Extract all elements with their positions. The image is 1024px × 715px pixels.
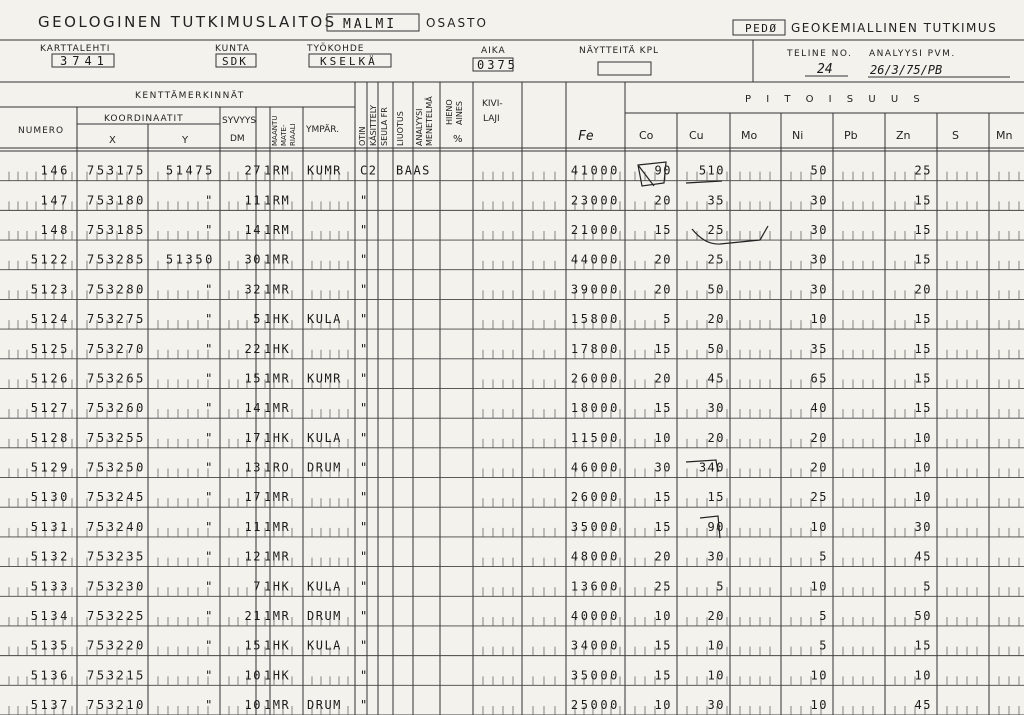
cell-zn: 45 — [914, 549, 932, 564]
cell-ni: 5 — [819, 638, 828, 653]
cell-co: 20 — [654, 252, 672, 267]
cell-y: " — [205, 638, 215, 653]
rack-value: 24 — [817, 62, 833, 77]
table-row — [31, 342, 932, 356]
cell-zn: 45 — [914, 698, 932, 712]
cell-x: 753280 — [87, 282, 146, 297]
cell-fe: 11500 — [570, 430, 620, 445]
cell-ni: 20 — [810, 460, 828, 475]
cell-zn: 15 — [914, 341, 932, 356]
cell-co: 20 — [654, 371, 672, 386]
cell-depth: 10 — [244, 698, 262, 712]
cell-co: 25 — [654, 579, 672, 594]
cell-number: 5126 — [30, 371, 70, 386]
cell-sampler: " — [360, 341, 369, 356]
table-row — [41, 193, 932, 207]
cell-depth: 13 — [244, 460, 262, 475]
municipality-label: KUNTA — [215, 44, 250, 54]
cell-sampler: " — [360, 638, 369, 653]
cell-soil: 1RO — [264, 460, 291, 475]
cell-soil: 1MR — [264, 549, 291, 564]
cell-cu: 20 — [707, 608, 725, 623]
cell-ni: 20 — [810, 430, 828, 445]
cell-sampler: " — [360, 549, 369, 564]
cell-note: BAAS — [396, 163, 431, 178]
cell-fe: 18000 — [570, 401, 620, 416]
cell-ni: 10 — [810, 579, 828, 594]
cell-ni: 65 — [810, 371, 828, 386]
cell-x: 753270 — [87, 341, 146, 356]
cell-ni: 40 — [810, 401, 828, 416]
cell-soil: 1RM — [264, 223, 291, 238]
cell-cu: 20 — [707, 430, 725, 445]
table-row — [31, 312, 932, 326]
cell-number: 5128 — [30, 430, 70, 445]
cell-ni: 10 — [810, 668, 828, 683]
cell-zn: 15 — [914, 371, 932, 386]
form-header — [38, 13, 997, 35]
cell-x: 753220 — [87, 638, 146, 653]
method-header-1: ANALYYSI — [415, 108, 424, 146]
cell-ni: 5 — [819, 549, 828, 564]
cell-soil: 1MR — [264, 698, 291, 712]
cell-cu: 5 — [716, 579, 725, 594]
map-sheet-label: KARTTALEHTI — [40, 44, 111, 54]
cell-sampler: " — [360, 401, 369, 416]
rack-label: TELINE NO. — [787, 49, 853, 59]
cell-fe: 26000 — [570, 490, 620, 505]
cell-co: 90 — [654, 163, 672, 178]
time-label: AIKA — [481, 46, 506, 56]
rock-header-1: KIVI- — [482, 99, 503, 109]
cell-y: " — [205, 371, 215, 386]
cell-depth: 15 — [244, 638, 262, 653]
municipality-value: SDK — [222, 55, 248, 68]
cell-fe: 21000 — [570, 223, 620, 238]
cell-number: 5132 — [30, 549, 70, 564]
cell-surroundings: KULA — [307, 579, 342, 594]
cell-zn: 5 — [923, 579, 932, 594]
contents-header: P I T O I S U U S — [745, 94, 926, 105]
cell-depth: 32 — [244, 282, 262, 297]
cell-co: 30 — [654, 460, 672, 475]
cell-y: " — [205, 193, 215, 208]
cell-y: " — [205, 282, 215, 297]
element-mn: Mn — [996, 129, 1013, 142]
fine-unit-header: % — [453, 134, 463, 145]
institute-title: GEOLOGINEN TUTKIMUSLAITOS — [38, 13, 337, 31]
fine-header-1: HIENO — [445, 99, 454, 125]
cell-cu: 90 — [707, 519, 725, 534]
cell-co: 15 — [654, 401, 672, 416]
cell-surroundings: DRUM — [307, 698, 342, 712]
worksite-value: KSELKÄ — [320, 55, 378, 68]
table-row — [31, 282, 932, 296]
cell-cu: 50 — [707, 341, 725, 356]
cell-number: 5130 — [30, 490, 70, 505]
table-row — [31, 579, 932, 593]
cell-fe: 35000 — [570, 668, 620, 683]
cell-fe: 34000 — [570, 638, 620, 653]
cell-surroundings: KUMR — [307, 163, 342, 178]
cell-depth: 27 — [244, 163, 262, 178]
table-row — [31, 461, 932, 475]
cell-cu: 25 — [707, 223, 725, 238]
data-rows — [31, 164, 932, 712]
soil-header-3: RIAALI — [289, 123, 297, 146]
cell-co: 20 — [654, 193, 672, 208]
cell-co: 15 — [654, 223, 672, 238]
cell-soil: 1MR — [264, 608, 291, 623]
cell-zn: 15 — [914, 252, 932, 267]
soil-header-2: MATE- — [280, 124, 288, 146]
cell-y: " — [205, 460, 215, 475]
cell-zn: 10 — [914, 460, 932, 475]
table-row — [31, 550, 932, 564]
cell-depth: 11 — [244, 193, 262, 208]
cell-depth: 17 — [244, 430, 262, 445]
soil-header-1: MAANTU — [271, 115, 279, 146]
cell-soil: 1RM — [264, 163, 291, 178]
cell-surroundings: DRUM — [307, 460, 342, 475]
cell-x: 753235 — [87, 549, 146, 564]
table-row — [31, 401, 932, 415]
cell-y: 51350 — [165, 252, 215, 267]
cell-depth: 14 — [244, 401, 262, 416]
cell-fe: 13600 — [570, 579, 620, 594]
table-row — [31, 431, 932, 445]
cell-fe: 17800 — [570, 341, 620, 356]
cell-co: 15 — [654, 668, 672, 683]
cell-ni: 50 — [810, 163, 828, 178]
cell-x: 753180 — [87, 193, 146, 208]
field-marks-header: KENTTÄMERKINNÄT — [135, 91, 245, 101]
cell-ni: 30 — [810, 193, 828, 208]
depth-header: SYVYYS — [222, 116, 257, 126]
cell-depth: 30 — [244, 252, 262, 267]
cell-x: 753225 — [87, 608, 146, 623]
cell-sampler: " — [360, 430, 369, 445]
cell-number: 148 — [40, 223, 70, 238]
table-row — [41, 164, 932, 178]
cell-co: 5 — [663, 312, 672, 327]
processing-header: KÄSITTELY — [369, 105, 378, 146]
cell-x: 753285 — [87, 252, 146, 267]
cell-depth: 21 — [244, 608, 262, 623]
cell-surroundings: KULA — [307, 430, 342, 445]
cell-y: " — [205, 341, 215, 356]
element-pb: Pb — [844, 129, 858, 142]
cell-number: 5123 — [30, 282, 70, 297]
table-row — [41, 223, 932, 237]
cell-zn: 25 — [914, 163, 932, 178]
cell-surroundings: DRUM — [307, 608, 342, 623]
cell-y: " — [205, 698, 215, 712]
cell-number: 146 — [40, 163, 70, 178]
element-co: Co — [639, 129, 654, 142]
cell-number: 5125 — [30, 341, 70, 356]
cell-cu: 30 — [707, 698, 725, 712]
cell-co: 20 — [654, 282, 672, 297]
cell-ni: 10 — [810, 519, 828, 534]
cu-underline-mark — [686, 181, 722, 183]
cell-cu: 10 — [707, 638, 725, 653]
table-row — [31, 490, 932, 504]
department-label: OSASTO — [426, 16, 488, 30]
cell-y: " — [205, 668, 215, 683]
cell-number: 5131 — [30, 519, 70, 534]
cell-soil: 1MR — [264, 519, 291, 534]
cell-y: " — [205, 490, 215, 505]
cell-soil: 1RM — [264, 193, 291, 208]
cell-fe: 15800 — [570, 312, 620, 327]
number-header: NUMERO — [18, 126, 65, 136]
cell-co: 15 — [654, 341, 672, 356]
cell-zn: 10 — [914, 668, 932, 683]
cell-zn: 10 — [914, 490, 932, 505]
cell-soil: 1MR — [264, 490, 291, 505]
cell-x: 753240 — [87, 519, 146, 534]
coordinates-header: KOORDINAATIT — [104, 114, 184, 124]
cell-number: 5136 — [30, 668, 70, 683]
table-row — [31, 253, 932, 267]
cell-sampler: " — [360, 668, 369, 683]
cell-soil: 1HK — [264, 430, 291, 445]
y-header: Y — [182, 135, 189, 146]
element-zn: Zn — [896, 129, 911, 142]
cell-sampler: " — [360, 490, 369, 505]
cell-ni: 10 — [810, 698, 828, 712]
study-value: PEDØ — [745, 22, 778, 35]
cell-cu: 10 — [707, 668, 725, 683]
cell-soil: 1MR — [264, 371, 291, 386]
cell-depth: 12 — [244, 549, 262, 564]
cell-cu: 20 — [707, 312, 725, 327]
cell-depth: 7 — [253, 579, 262, 594]
cell-x: 753275 — [87, 312, 146, 327]
cell-y: " — [205, 549, 215, 564]
table-row — [31, 609, 932, 623]
element-cu: Cu — [689, 129, 704, 142]
table-row — [31, 698, 932, 712]
cell-y: 51475 — [165, 163, 215, 178]
cell-number: 5129 — [30, 460, 70, 475]
cell-cu: 340 — [698, 460, 725, 475]
cell-number: 5135 — [30, 638, 70, 653]
form-grid — [0, 82, 1024, 715]
cell-zn: 20 — [914, 282, 932, 297]
cell-depth: 11 — [244, 519, 262, 534]
cell-sampler: " — [360, 608, 369, 623]
cell-zn: 15 — [914, 638, 932, 653]
cell-cu: 30 — [707, 401, 725, 416]
cell-sampler: " — [360, 698, 369, 712]
cell-zn: 15 — [914, 401, 932, 416]
department-value: MALMI — [343, 17, 398, 32]
cell-fe: 40000 — [570, 608, 620, 623]
cell-number: 5134 — [30, 608, 70, 623]
cell-depth: 10 — [244, 668, 262, 683]
cell-fe: 39000 — [570, 282, 620, 297]
cell-number: 5124 — [30, 312, 70, 327]
cell-sampler: " — [360, 519, 369, 534]
cell-zn: 30 — [914, 519, 932, 534]
cell-number: 5122 — [30, 252, 70, 267]
cell-depth: 14 — [244, 223, 262, 238]
cell-x: 753215 — [87, 668, 146, 683]
cell-fe: 23000 — [570, 193, 620, 208]
cell-ni: 35 — [810, 341, 828, 356]
analysis-date-label: ANALYYSI PVM. — [869, 49, 956, 59]
cell-surroundings: KUMR — [307, 371, 342, 386]
sieve-header: SEULA FR — [380, 107, 389, 146]
cell-sampler: C2 — [360, 163, 378, 178]
sampler-header: OTIN — [358, 126, 367, 146]
depth-unit-header: DM — [230, 134, 245, 144]
cell-sampler: " — [360, 193, 369, 208]
cell-cu: 45 — [707, 371, 725, 386]
cell-fe: 26000 — [570, 371, 620, 386]
rock-header-2: LAJI — [483, 114, 500, 124]
cell-x: 753255 — [87, 430, 146, 445]
cell-ni: 25 — [810, 490, 828, 505]
fields — [40, 43, 1010, 77]
cell-x: 753245 — [87, 490, 146, 505]
cell-y: " — [205, 223, 215, 238]
cell-fe: 41000 — [570, 163, 620, 178]
cell-sampler: " — [360, 460, 369, 475]
cell-fe: 25000 — [570, 698, 620, 712]
cell-sampler: " — [360, 579, 369, 594]
table-row — [31, 668, 932, 682]
cell-ni: 5 — [819, 608, 828, 623]
cell-cu: 35 — [707, 193, 725, 208]
cell-co: 10 — [654, 698, 672, 712]
cell-cu: 510 — [698, 163, 725, 178]
cell-number: 5137 — [30, 698, 70, 712]
map-sheet-value: 3741 — [60, 54, 109, 68]
cell-soil: 1MR — [264, 401, 291, 416]
cell-fe: 44000 — [570, 252, 620, 267]
cell-number: 147 — [40, 193, 70, 208]
surroundings-header: YMPÄR. — [306, 125, 340, 135]
table-row — [31, 371, 932, 385]
cell-depth: 22 — [244, 341, 262, 356]
cell-x: 753250 — [87, 460, 146, 475]
cell-ni: 10 — [810, 312, 828, 327]
cell-zn: 15 — [914, 223, 932, 238]
method-header-2: MENETELMÄ — [425, 96, 434, 146]
cell-sampler: " — [360, 371, 369, 386]
cell-soil: 1HK — [264, 579, 291, 594]
cell-ni: 30 — [810, 252, 828, 267]
cell-surroundings: KULA — [307, 638, 342, 653]
analysis-date-value: 26/3/75/PB — [870, 63, 943, 77]
cell-cu: 30 — [707, 549, 725, 564]
element-s: S — [952, 129, 959, 142]
cell-depth: 17 — [244, 490, 262, 505]
element-ni: Ni — [792, 129, 804, 142]
cell-ni: 30 — [810, 223, 828, 238]
table-row — [31, 520, 932, 534]
study-label: GEOKEMIALLINEN TUTKIMUS — [791, 21, 998, 35]
column-headers — [18, 90, 1012, 146]
cell-soil: 1MR — [264, 252, 291, 267]
cell-sampler: " — [360, 312, 369, 327]
cell-x: 753185 — [87, 223, 146, 238]
cell-y: " — [205, 430, 215, 445]
cell-x: 753260 — [87, 401, 146, 416]
cell-soil: 1MR — [264, 282, 291, 297]
worksite-label: TYÖKOHDE — [307, 44, 365, 54]
samples-label: NÄYTTEITÄ KPL — [579, 46, 660, 56]
cell-soil: 1HK — [264, 638, 291, 653]
cell-x: 753265 — [87, 371, 146, 386]
x-header: X — [109, 135, 116, 146]
cell-co: 15 — [654, 519, 672, 534]
cell-sampler: " — [360, 282, 369, 297]
cell-co: 15 — [654, 638, 672, 653]
cell-zn: 15 — [914, 193, 932, 208]
cell-co: 15 — [654, 490, 672, 505]
cell-zn: 15 — [914, 312, 932, 327]
cell-y: " — [205, 519, 215, 534]
cell-x: 753175 — [87, 163, 146, 178]
cell-depth: 5 — [253, 312, 262, 327]
cell-y: " — [205, 579, 215, 594]
cell-cu: 25 — [707, 252, 725, 267]
cell-soil: 1HK — [264, 341, 291, 356]
fine-header-2: AINES — [455, 101, 464, 125]
cell-fe: 35000 — [570, 519, 620, 534]
cell-sampler: " — [360, 252, 369, 267]
cell-y: " — [205, 312, 215, 327]
cell-zn: 10 — [914, 430, 932, 445]
cell-number: 5127 — [30, 401, 70, 416]
cell-depth: 15 — [244, 371, 262, 386]
cell-fe: 46000 — [570, 460, 620, 475]
cell-y: " — [205, 401, 215, 416]
cell-sampler: " — [360, 223, 369, 238]
cell-co: 20 — [654, 549, 672, 564]
cell-co: 10 — [654, 608, 672, 623]
cell-x: 753210 — [87, 698, 146, 712]
dissolution-header: LIUOTUS — [396, 111, 405, 146]
cell-y: " — [205, 608, 215, 623]
cell-number: 5133 — [30, 579, 70, 594]
cell-surroundings: KULA — [307, 312, 342, 327]
cell-cu: 15 — [707, 490, 725, 505]
cell-ni: 30 — [810, 282, 828, 297]
cell-fe: 48000 — [570, 549, 620, 564]
element-mo: Mo — [741, 129, 758, 142]
cell-zn: 50 — [914, 608, 932, 623]
cell-soil: 1HK — [264, 312, 291, 327]
cell-co: 10 — [654, 430, 672, 445]
element-fe: Fe — [578, 129, 594, 144]
cell-x: 753230 — [87, 579, 146, 594]
table-row — [31, 639, 932, 653]
time-value: 0375 — [477, 58, 518, 72]
cell-soil: 1HK — [264, 668, 291, 683]
cell-cu: 50 — [707, 282, 725, 297]
